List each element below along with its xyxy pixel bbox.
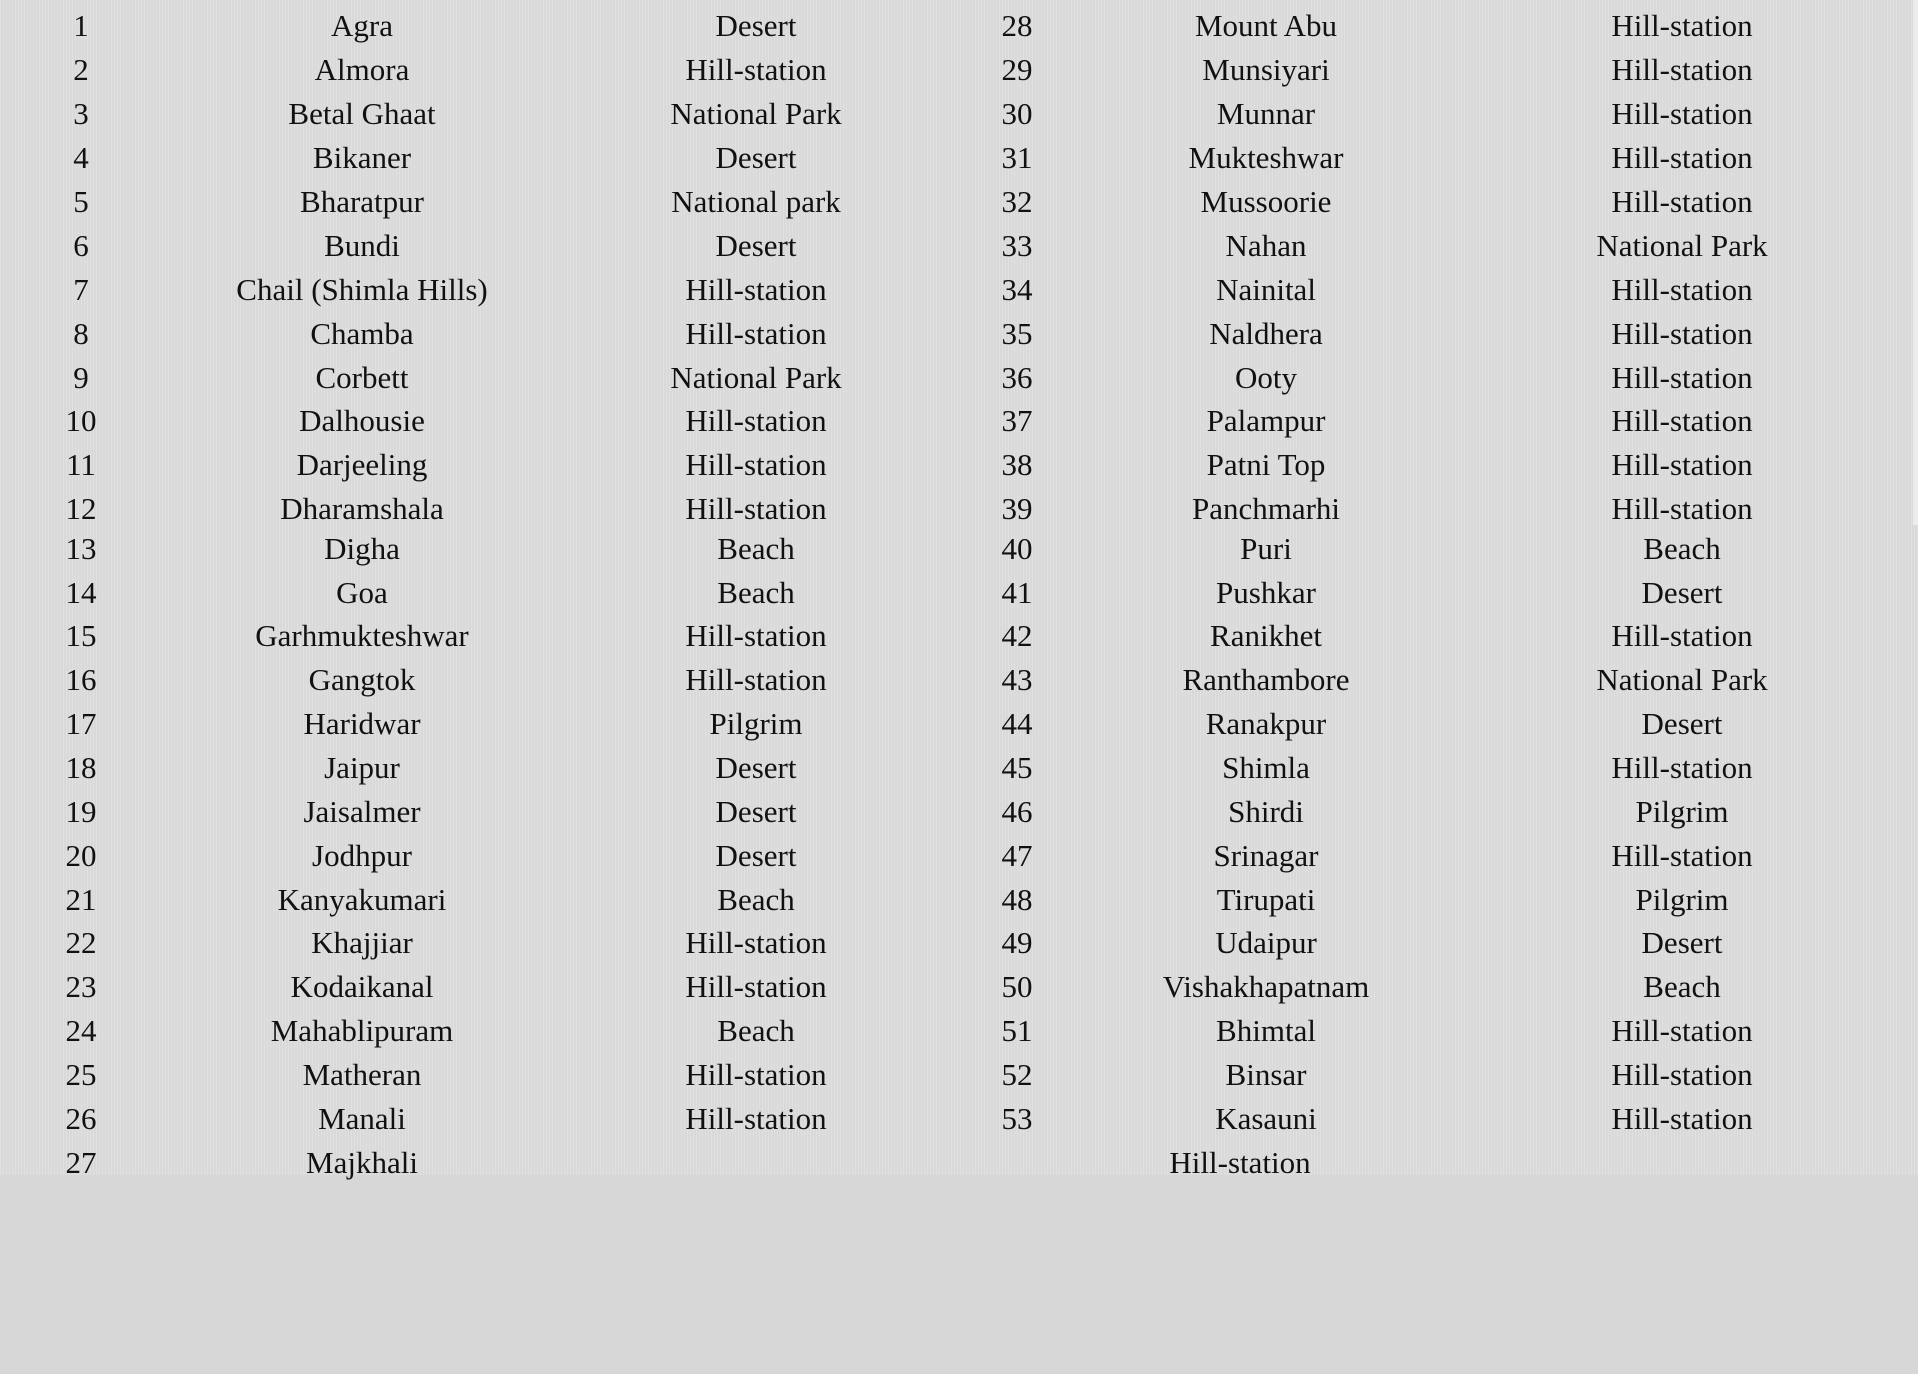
serial-number-right: 34	[1001, 272, 1033, 307]
destination-name-left: Chamba	[310, 316, 414, 351]
destination-name-right: Patni Top	[1206, 447, 1326, 482]
destination-type-right: Beach	[1643, 969, 1721, 1004]
destination-type-left: Beach	[717, 882, 795, 917]
serial-number-left: 21	[65, 882, 97, 917]
destination-name-left: Gangtok	[308, 662, 416, 697]
serial-number-left: 27	[65, 1145, 97, 1180]
destination-type-right: Hill-station	[1611, 184, 1753, 219]
serial-number-right: 53	[1001, 1101, 1033, 1136]
destination-name-right: Ranakpur	[1205, 706, 1327, 741]
table-row-16	[0, 658, 1918, 702]
destination-name-left: Corbett	[315, 360, 409, 395]
serial-number-right: 33	[1001, 228, 1033, 263]
table-row-tail	[0, 1141, 1918, 1185]
destination-type-left: Hill-station	[685, 403, 827, 438]
table-row-7	[0, 268, 1918, 312]
destination-type-left: Desert	[715, 750, 797, 785]
serial-number-left: 25	[65, 1057, 97, 1092]
serial-number-right: 49	[1001, 925, 1033, 960]
serial-number-left: 10	[65, 403, 97, 438]
destination-type-right: Hill-station	[1611, 618, 1753, 653]
destination-name-right: Binsar	[1225, 1057, 1307, 1092]
destination-name-right: Mukteshwar	[1188, 140, 1344, 175]
destination-name-left: Matheran	[302, 1057, 422, 1092]
destination-name-left: Darjeeling	[296, 447, 428, 482]
destination-name-left: Almora	[314, 52, 410, 87]
destination-name-right: Ranthambore	[1182, 662, 1350, 697]
serial-number-left: 6	[73, 228, 89, 263]
table-row-4	[0, 136, 1918, 180]
destination-type-right: Hill-station	[1611, 1013, 1753, 1048]
destination-type-left: Hill-station	[685, 447, 827, 482]
destination-type-left: Pilgrim	[709, 706, 803, 741]
table-row-2	[0, 48, 1918, 92]
serial-number-right: 45	[1001, 750, 1033, 785]
serial-number-left: 19	[65, 794, 97, 829]
destination-name-left: Mahablipuram	[270, 1013, 454, 1048]
destination-type-left: National park	[671, 184, 841, 219]
serial-number-right: 40	[1001, 531, 1033, 566]
destination-name-right: Vishakhapatnam	[1162, 969, 1370, 1004]
destination-type-right: Hill-station	[1611, 316, 1753, 351]
table-row-26	[0, 1097, 1918, 1141]
serial-number-left: 22	[65, 925, 97, 960]
serial-number-right: 35	[1001, 316, 1033, 351]
destination-name-left: Kodaikanal	[290, 969, 434, 1004]
table-row-14	[0, 571, 1918, 615]
destination-name-right: Bhimtal	[1216, 1013, 1316, 1048]
table-row-18	[0, 746, 1918, 790]
destination-type-right: Hill-station	[1611, 52, 1753, 87]
table-row-15	[0, 614, 1918, 658]
destination-type-left: Beach	[717, 1013, 795, 1048]
table-row-10	[0, 399, 1918, 443]
table-row-11	[0, 443, 1918, 487]
destination-type-right: Hill-station	[1611, 838, 1753, 873]
serial-number-left: 1	[73, 8, 89, 43]
destination-name-left: Bharatpur	[300, 184, 424, 219]
serial-number-right: 44	[1001, 706, 1033, 741]
serial-number-left: 5	[73, 184, 89, 219]
serial-number-right: 38	[1001, 447, 1033, 482]
table-row-9	[0, 356, 1918, 400]
destination-type-left: Hill-station	[685, 925, 827, 960]
destination-name-left: Majkhali	[306, 1145, 418, 1180]
serial-number-left: 12	[65, 491, 97, 526]
serial-number-right: 46	[1001, 794, 1033, 829]
serial-number-right: 41	[1001, 575, 1033, 610]
serial-number-left: 18	[65, 750, 97, 785]
serial-number-right: 30	[1001, 96, 1033, 131]
destination-type-right: Hill-station	[1611, 272, 1753, 307]
destination-type-left: Desert	[715, 838, 797, 873]
table-row-23	[0, 965, 1918, 1009]
serial-number-left: 8	[73, 316, 89, 351]
destination-type-right: Pilgrim	[1635, 794, 1729, 829]
destination-type-right: Hill-station	[1611, 403, 1753, 438]
serial-number-left: 26	[65, 1101, 97, 1136]
destination-name-right: Mussoorie	[1200, 184, 1332, 219]
destination-name-right: Ooty	[1235, 360, 1297, 395]
destination-name-right: Tirupati	[1216, 882, 1316, 917]
destination-type-left: Hill-station	[685, 272, 827, 307]
destination-type-right: Hill-station	[1611, 1101, 1753, 1136]
destination-type-right: Desert	[1641, 575, 1723, 610]
destination-name-right: Udaipur	[1215, 925, 1317, 960]
serial-number-right: 48	[1001, 882, 1033, 917]
destination-name-left: Bundi	[324, 228, 400, 263]
destination-name-left: Digha	[324, 531, 400, 566]
table-row-24	[0, 1009, 1918, 1053]
destination-name-right: Ranikhet	[1210, 618, 1322, 653]
destination-name-right: Nahan	[1225, 228, 1307, 263]
destination-type-left: National Park	[670, 96, 842, 131]
table-row-8	[0, 312, 1918, 356]
serial-number-left: 23	[65, 969, 97, 1004]
destination-name-left: Chail (Shimla Hills)	[236, 272, 488, 307]
destination-type-left: Hill-station	[685, 316, 827, 351]
table-row-3	[0, 92, 1918, 136]
destination-type-right: Desert	[1641, 706, 1723, 741]
destination-type-right: National Park	[1596, 228, 1768, 263]
destination-name-left: Manali	[318, 1101, 406, 1136]
destination-type-left: Hill-station	[685, 618, 827, 653]
table-row-5	[0, 180, 1918, 224]
destination-name-left: Dharamshala	[280, 491, 444, 526]
destination-name-right: Puri	[1240, 531, 1292, 566]
table-row-22	[0, 921, 1918, 965]
serial-number-left: 7	[73, 272, 89, 307]
destination-name-left: Goa	[336, 575, 388, 610]
destination-name-left: Dalhousie	[299, 403, 425, 438]
serial-number-right: 39	[1001, 491, 1033, 526]
table-row-6	[0, 224, 1918, 268]
serial-number-left: 11	[66, 447, 96, 482]
serial-number-left: 13	[65, 531, 97, 566]
destination-name-right: Shirdi	[1228, 794, 1304, 829]
destination-name-right: Palampur	[1206, 403, 1326, 438]
serial-number-right: 42	[1001, 618, 1033, 653]
destination-type-left: Hill-station	[685, 52, 827, 87]
destination-type-left: Desert	[715, 8, 797, 43]
destination-type-left: Desert	[715, 228, 797, 263]
destination-type-right: National Park	[1596, 662, 1768, 697]
destination-name-left: Haridwar	[303, 706, 421, 741]
destination-type-left: Desert	[715, 140, 797, 175]
destination-type-tail: Hill-station	[1169, 1145, 1311, 1180]
destination-type-left: Hill-station	[685, 491, 827, 526]
destination-type-right: Hill-station	[1611, 96, 1753, 131]
serial-number-right: 32	[1001, 184, 1033, 219]
table-row-20	[0, 834, 1918, 878]
serial-number-left: 17	[65, 706, 97, 741]
serial-number-right: 28	[1001, 8, 1033, 43]
destination-name-right: Kasauni	[1215, 1101, 1317, 1136]
serial-number-right: 37	[1001, 403, 1033, 438]
serial-number-right: 47	[1001, 838, 1033, 873]
destination-name-left: Khajjiar	[311, 925, 413, 960]
destination-name-left: Jaisalmer	[303, 794, 421, 829]
destination-name-right: Srinagar	[1213, 838, 1319, 873]
destination-name-left: Kanyakumari	[277, 882, 447, 917]
destination-name-right: Panchmarhi	[1191, 491, 1341, 526]
destination-name-left: Jaipur	[324, 750, 400, 785]
destination-type-left: Hill-station	[685, 969, 827, 1004]
table-row-17	[0, 702, 1918, 746]
destination-type-left: Hill-station	[685, 662, 827, 697]
serial-number-left: 20	[65, 838, 97, 873]
destination-name-right: Munsiyari	[1202, 52, 1330, 87]
destination-type-left: National Park	[670, 360, 842, 395]
serial-number-left: 24	[65, 1013, 97, 1048]
serial-number-left: 4	[73, 140, 89, 175]
destination-type-right: Hill-station	[1611, 360, 1753, 395]
destination-name-left: Betal Ghaat	[288, 96, 436, 131]
destination-type-left: Hill-station	[685, 1101, 827, 1136]
destination-name-right: Nainital	[1216, 272, 1316, 307]
destination-type-right: Hill-station	[1611, 140, 1753, 175]
serial-number-right: 29	[1001, 52, 1033, 87]
destination-name-left: Agra	[331, 8, 393, 43]
destination-name-right: Shimla	[1222, 750, 1310, 785]
destination-type-right: Hill-station	[1611, 447, 1753, 482]
serial-number-right: 52	[1001, 1057, 1033, 1092]
destination-name-left: Jodhpur	[312, 838, 412, 873]
serial-number-right: 51	[1001, 1013, 1033, 1048]
table-row-1	[0, 4, 1918, 48]
serial-number-right: 50	[1001, 969, 1033, 1004]
destination-type-right: Beach	[1643, 531, 1721, 566]
destination-type-right: Desert	[1641, 925, 1723, 960]
destination-type-left: Beach	[717, 531, 795, 566]
destination-name-right: Pushkar	[1216, 575, 1316, 610]
serial-number-left: 15	[65, 618, 97, 653]
serial-number-left: 14	[65, 575, 97, 610]
destination-type-right: Hill-station	[1611, 750, 1753, 785]
serial-number-right: 36	[1001, 360, 1033, 395]
table-row-13	[0, 527, 1918, 571]
destination-name-right: Naldhera	[1209, 316, 1323, 351]
destination-type-right: Hill-station	[1611, 8, 1753, 43]
destination-type-left: Desert	[715, 794, 797, 829]
serial-number-right: 31	[1001, 140, 1033, 175]
destination-name-left: Bikaner	[312, 140, 412, 175]
destination-type-left: Hill-station	[685, 1057, 827, 1092]
destination-name-right: Mount Abu	[1194, 8, 1338, 43]
destination-type-left: Beach	[717, 575, 795, 610]
destination-type-right: Pilgrim	[1635, 882, 1729, 917]
serial-number-right: 43	[1001, 662, 1033, 697]
table-row-19	[0, 790, 1918, 834]
destination-type-right: Hill-station	[1611, 491, 1753, 526]
destination-name-left: Garhmukteshwar	[255, 618, 469, 653]
destination-type-right: Hill-station	[1611, 1057, 1753, 1092]
table-row-21	[0, 878, 1918, 922]
serial-number-left: 3	[73, 96, 89, 131]
serial-number-left: 9	[73, 360, 89, 395]
destination-name-right: Munnar	[1216, 96, 1316, 131]
serial-number-left: 16	[65, 662, 97, 697]
table-row-25	[0, 1053, 1918, 1097]
table-row-12	[0, 487, 1918, 531]
serial-number-left: 2	[73, 52, 89, 87]
